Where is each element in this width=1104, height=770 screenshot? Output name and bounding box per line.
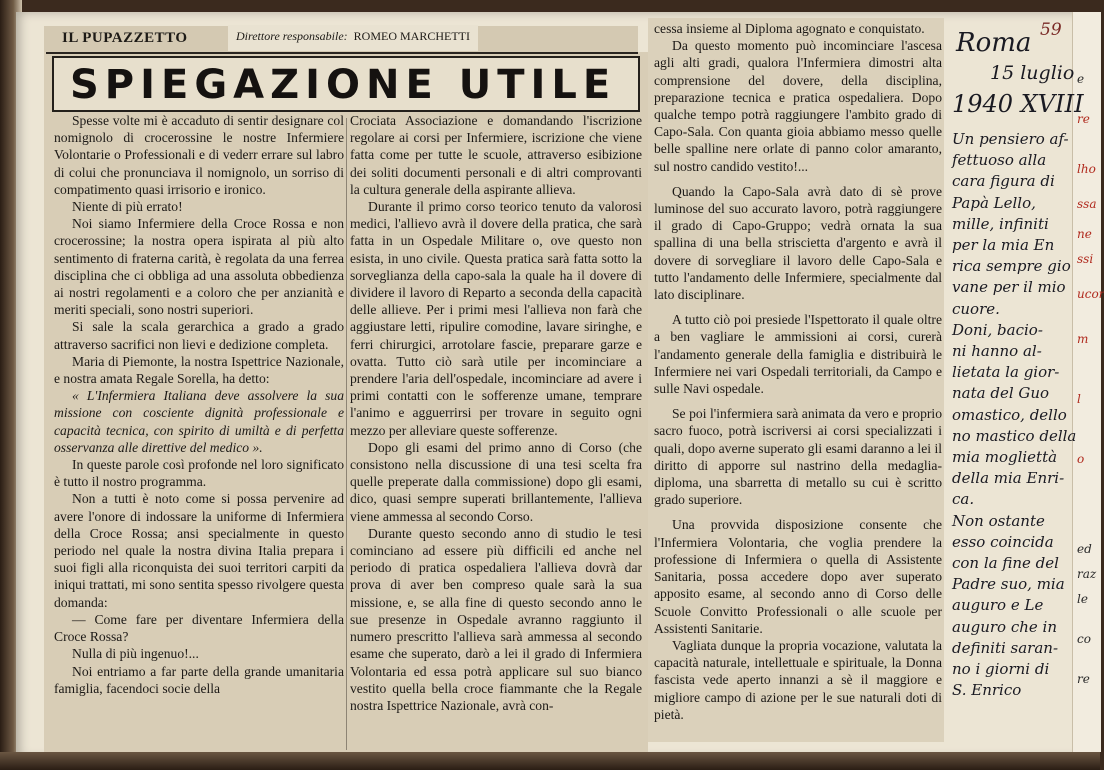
handwritten-line: S. Enrico — [952, 681, 1022, 700]
margin-fragment: le — [1077, 592, 1088, 606]
handwritten-line: no mastico della — [952, 426, 1077, 445]
paragraph: Vagliata dunque la propria vocazione, valutata la capacità naturale, intellettuale e spirituale, la Donna fascista vede aperto innanzi a sè il maggiore e migliore campo di azione per le sue naturali doti di pietà. — [654, 637, 942, 722]
margin-fragment: e — [1077, 72, 1085, 86]
handwritten-line: auguro che in — [952, 617, 1057, 636]
handwritten-line: rica sempre gio — [952, 257, 1071, 276]
handwritten-line: Doni, bacio- — [952, 320, 1043, 339]
margin-fragment: raz — [1077, 567, 1097, 581]
paragraph: Quando la Capo-Sala avrà dato di sè prove luminose del suo accurato lavoro, potrà raggiungere il grado di Capo-Gruppo; vedrà ornata la sua spallina di una bella striscietta d'argento e avrà il dovere di sorvegliare il lavoro delle Capo-Sala e tutto l'andamento delle Infermiere, specialmente dal lato disciplinare. — [654, 183, 942, 303]
quote-paragraph: « L'Infermiera Italiana deve assolvere la sua missione con cosciente dignità professionale e capacità tecnica, con spirito di umiltà e di perfetta osservanza alle direttive del medico ». — [54, 388, 344, 455]
handwritten-line: ni hanno al- — [952, 342, 1042, 360]
handwritten-line: lietata la gior- — [952, 363, 1060, 382]
handwritten-signature: no i giorni di — [952, 660, 1050, 678]
handwritten-line: cara figura di — [952, 172, 1055, 191]
column-divider — [346, 118, 347, 750]
handwritten-line: nata del Guo — [952, 384, 1050, 403]
handwritten-line: della mia Enri- — [952, 469, 1065, 488]
handwritten-line: auguro e Le — [952, 596, 1044, 615]
margin-fragment: re — [1077, 672, 1090, 686]
masthead-rule — [46, 52, 638, 54]
paragraph: Maria di Piemonte, la nostra Ispettrice Nazionale, e nostra amata Regale Sorella, ha detto: — [54, 353, 344, 387]
margin-fragment: ssa — [1077, 197, 1097, 211]
handwritten-line: mille, infiniti — [952, 214, 1049, 233]
handwritten-line: Non ostante — [952, 511, 1045, 530]
handwritten-line: 1940 XVIII — [952, 90, 1084, 118]
director-name: ROMEO MARCHETTI — [353, 29, 470, 43]
handwritten-line: vane per il mio — [952, 278, 1066, 297]
album-bottom-edge — [0, 752, 1100, 770]
paragraph: Durante il primo corso teorico tenuto da valorosi medici, l'allievo avrà il dovere della pratica, che sarà fatta in un Ospedale Militare o, ove questo non esista, in uno civile. Questa pratica sarà fatta sotto la sorveglianza della capo-sala la quale ha il dovere di dividere il lavoro di Reparto a seconda della capacità delle allieve. Per i primi mesi l'allieva non farà che aggiustare letti, ripulire comodine, lavare siringhe, e ferri chirurgici, arrotolare fascie, preparare garze e ovatta. Tutto ciò sarà utile per incominciare a prendere l'aria dell'ospedale, incominciare ad avere i primi contatti con le sofferenze umane, temprare l'animo e agguerrirsi per trovare in seguito ogni mezzo per alleviare queste sofferenze. — [350, 199, 642, 438]
headline: SPIEGAZIONE UTILE — [70, 62, 617, 108]
page-number: 59 — [1040, 20, 1062, 40]
paragraph: Non a tutti è noto come si possa pervenire ad avere l'onore di indossare la uniforme di Infermiera della Croce Rossa; ansi specialmente in questo periodo nel quale la nostra divina Italia prepara i suoi figli alla riconquista dei suoi territori carpiti da iniqui trattati, mi sono sentita spesso rivolgere questa domanda: — [54, 491, 344, 610]
margin-fragment: co — [1077, 632, 1091, 646]
paragraph: Se poi l'infermiera sarà animata da vero e proprio sacro fuoco, potrà iscriversi ai corsi specializzati i quali, dopo averne superato gli esami daranno a lei il diritto di apporre sul nastrino della medaglia-diploma, una sbarretta di metallo su cui è scritto grado superiore. — [654, 406, 942, 508]
paragraph: Una provvida disposizione consente che l'Infermiera Volontaria, che voglia prendere la professione di Infermiera o quella di Assistente Sanitaria, possa accedere dopo aver superato apposito esame, al secondo anno di Corso delle Scuole Convitto Professionali o alle scuole per Assistenti Sanitarie. — [654, 517, 942, 636]
paragraph: Niente di più errato! — [72, 199, 183, 215]
margin-fragment: l — [1077, 392, 1081, 406]
handwritten-line: definiti saran- — [952, 638, 1059, 657]
handwritten-line: ca. — [952, 490, 975, 509]
paragraph: Durante questo secondo anno di studio le tesi cominciano ad essere più difficili ed anche nel periodo di pratica ospedaliera l'allieva dovrà dar prova di aver ben compreso quale sarà la sua missione, e, se alla fine di questo secondo anno le sue presenze in Ospedale avranno raggiunto il numero prescritto l'allieva sarà ammessa al secondo esame che superato, darò a lei il grado di Infermiera Volontaria ed essa potrà applicare sul suo bianco vestito quella bella croce fiammante che la Regale nostra Ispettrice Nazionale, avrà con- — [350, 525, 642, 713]
newspaper-name: IL PUPAZZETTO — [62, 30, 188, 46]
paragraph: Nulla di più ingenuo!... — [72, 646, 199, 662]
paragraph: Spesse volte mi è accaduto di sentir designare col nomignolo di crocerossine le nostre Infermiere Volontarie o Professionali e di vederr errare sul labro di colui che pronunciava il nomignolo, un sorriso di compatimento quasi irrisorio e ironico. — [54, 113, 344, 197]
margin-fragment: re — [1077, 112, 1090, 126]
handwritten-line: Padre suo, mia — [952, 575, 1065, 594]
handwritten-line: Roma — [956, 28, 1032, 58]
handwritten-line: fettuoso alla — [952, 151, 1047, 170]
handwritten-line: con la fine del — [952, 554, 1059, 572]
paragraph: Noi siamo Infermiere della Croce Rossa e non crocerossine; la nostra opera ispirata al più alto sentimento di fraterna carità, è regolata da una ferrea disciplina che ci obbliga ad una assoluta obbedienza ai nostri regolamenti e a coloro che per anzianità e meriti speciali, sono nostri superiori. — [54, 216, 344, 318]
article-column-3 — [654, 20, 942, 723]
paragraph: A tutto ciò poi presiede l'Ispettorato il quale oltre a ben vagliare le ammissioni ai corsi, curerà l'andamento generale della famiglia e distribuirà le Infermiere nei vari Ospedali territoriali, da Campo e sulle Navi ospedale. — [654, 312, 942, 397]
director-label: Direttore responsabile: — [236, 29, 348, 43]
director-credit — [228, 25, 478, 51]
handwritten-line: omastico, dello — [952, 405, 1067, 424]
paragraph: — Come fare per diventare Infermiera della Croce Rossa? — [54, 611, 344, 645]
paragraph: Si sale la scala gerarchica a grado a grado attraverso sacrifici non lievi e dedizione completa. — [54, 319, 344, 352]
handwritten-line: Papà Lello, — [952, 193, 1036, 212]
handwritten-line: per la mia En — [952, 236, 1055, 254]
margin-fragment: lho — [1077, 162, 1096, 176]
margin-fragment: ucor — [1077, 287, 1104, 301]
paragraph: Crociata Associazione e domandando l'iscrizione regolare ai corsi per Infermiere, iscrizione che viene fatta come per tutte le scuole, attraverso esibizione dei soliti documenti personali e di altri comprovanti la cultura generale della aspirante allieva. — [350, 113, 642, 197]
article-column-1 — [54, 112, 344, 697]
handwritten-line: 15 luglio — [990, 62, 1075, 84]
handwritten-line: Un pensiero af- — [952, 130, 1069, 148]
margin-fragment: o — [1077, 452, 1085, 466]
margin-fragment: ne — [1077, 227, 1092, 241]
adjacent-page-strip — [1072, 12, 1104, 752]
handwritten-line: esso coincida — [952, 532, 1054, 551]
handwritten-line: mia mogliettà — [952, 448, 1058, 466]
margin-fragment: ssi — [1077, 252, 1094, 266]
paragraph: Da questo momento può incominciare l'ascesa agli alti gradi, qualora l'Infermiera dimostri alta comprensione del dovere, della disciplina, preparazione tecnica e pratica ospedaliera. Dopo qualche tempo potrà raggiungere l'ambito grado di Capo-Sala. Con quanta gioia abbiamo messo quelle belle spalline nere orlate di panno color amaranto, sul nostro candido vestito!... — [654, 38, 942, 174]
handwritten-line: cuore. — [952, 299, 1000, 318]
headline-box — [52, 56, 640, 112]
paragraph: cessa insieme al Diploma agognato e conquistato. — [654, 21, 925, 36]
paragraph: Dopo gli esami del primo anno di Corso (che consistono nella discussione di una tesi scelta fra quelle preperate dalla commissione) dopo gli esami, dico, quasi sempre superati brillantemente, l'allieva viene ammessa al secondo Corso. — [350, 439, 642, 524]
margin-fragment: ed — [1077, 542, 1092, 556]
paragraph: In queste parole così profonde nel loro significato è tutto il nostro programma. — [54, 457, 344, 490]
paragraph: Noi entriamo a far parte della grande umanitaria famiglia, facendoci socie della — [54, 663, 344, 696]
article-column-2 — [350, 112, 642, 714]
margin-fragment: m — [1077, 332, 1089, 346]
